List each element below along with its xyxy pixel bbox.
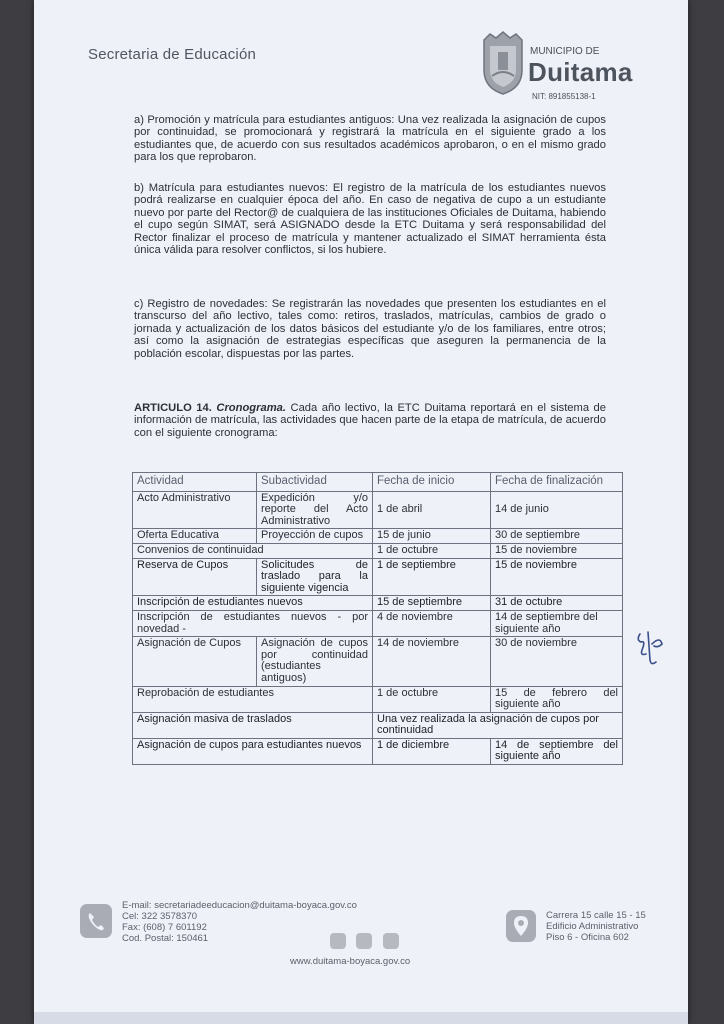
table-row <box>133 610 623 636</box>
phone-icon <box>80 904 112 938</box>
cell-actividad: Acto Administrativo <box>133 491 257 529</box>
cell-subactividad: Expedición y/o reporte del Acto Administrativo <box>257 491 373 529</box>
header-actividad: Actividad <box>133 473 257 492</box>
page-footer <box>34 880 688 980</box>
youtube-icon <box>383 933 399 949</box>
cell-inicio: 1 de abril <box>373 491 491 529</box>
cell-inicio: 4 de noviembre <box>373 610 491 636</box>
cell-inicio: 1 de septiembre <box>373 558 491 596</box>
cell-subactividad: Solicitudes de traslado para la siguiente vigencia <box>257 558 373 596</box>
article-subtitle: Cronograma. <box>216 402 286 414</box>
cell-fin: 14 de septiembre del siguiente año <box>491 610 623 636</box>
cell-fin: 15 de noviembre <box>491 558 623 596</box>
cell-subactividad: Proyección de cupos <box>257 529 373 544</box>
cell-actividad: Oferta Educativa <box>133 529 257 544</box>
schedule-table <box>132 472 623 765</box>
cell-actividad: Asignación masiva de traslados <box>133 712 373 738</box>
header-fecha-fin: Fecha de finalización <box>491 473 623 492</box>
facebook-icon <box>330 933 346 949</box>
nit-number: NIT: 891855138-1 <box>532 92 596 101</box>
logo-name: Duitama <box>528 57 633 87</box>
article-text: Cada año lectivo, la ETC Duitama reportará en el sistema de información de matrícula, las actividades que hacen parte de la etapa de matrícula, de acuerdo con el siguiente cronograma: <box>134 402 607 439</box>
municipality-logo <box>480 30 660 102</box>
website-text: www.duitama-boyaca.gov.co <box>290 956 411 967</box>
department-name: Secretaria de Educación <box>88 46 257 63</box>
location-icon <box>506 910 536 942</box>
email-text: E-mail: secretariadeeducacion@duitama-boyaca.gov.co <box>122 900 357 911</box>
cell-subactividad: Asignación de cupos por continuidad (estudiantes antiguos) <box>257 637 373 686</box>
postal-text: Cod. Postal: 150461 <box>122 933 209 944</box>
cell-fin: 14 de septiembre del siguiente año <box>491 738 623 764</box>
table-row <box>133 596 623 611</box>
social-icons <box>330 932 405 950</box>
cell-inicio: 15 de septiembre <box>373 596 491 611</box>
cell-actividad: Reserva de Cupos <box>133 558 257 596</box>
handwritten-initials <box>632 626 668 672</box>
cell-fin: 15 de febrero del siguiente año <box>491 686 623 712</box>
address-line-3: Piso 6 - Oficina 602 <box>546 932 629 943</box>
table-row <box>133 491 623 529</box>
table-row <box>133 637 623 686</box>
table-row <box>133 543 623 558</box>
contact-info <box>122 900 357 944</box>
cell-fin: 14 de junio <box>491 491 623 529</box>
cell-merged-dates: Una vez realizada la asignación de cupos por continuidad <box>373 712 623 738</box>
paragraph-b: b) Matrícula para estudiantes nuevos: El registro de la matrícula de los estudiantes nuevos podrá realizarse en cualquier época del año. En caso de negativa de cupo a un estudiante nuevo por parte del Rector@ de cualquiera de las instituciones Oficiales de Duitama, habiendo el cupo según SIMAT, será ASIGNADO desde la ETC Duitama y será responsabilidad del Rector finalizar el proceso de matrícula y mantener actualizado el SIMAT herramienta ésta única válida para resolver conflictos, si los hubiere. <box>134 182 606 257</box>
cell-inicio: 1 de octubre <box>373 686 491 712</box>
table-header-row <box>133 473 623 492</box>
instagram-icon <box>356 933 372 949</box>
article-14 <box>134 402 606 439</box>
cell-fin: 31 de octubre <box>491 596 623 611</box>
table-row <box>133 558 623 596</box>
cell-inicio: 14 de noviembre <box>373 637 491 686</box>
cell-inicio: 1 de diciembre <box>373 738 491 764</box>
cell-fin: 15 de noviembre <box>491 543 623 558</box>
cell-actividad: Convenios de continuidad <box>133 543 373 558</box>
table-row <box>133 529 623 544</box>
cell-actividad: Inscripción de estudiantes nuevos <box>133 596 373 611</box>
header-fecha-inicio: Fecha de inicio <box>373 473 491 492</box>
page-bottom-edge <box>34 1012 688 1024</box>
cell-actividad: Asignación de Cupos <box>133 637 257 686</box>
cell-actividad: Inscripción de estudiantes nuevos - por novedad - <box>133 610 373 636</box>
cell-inicio: 15 de junio <box>373 529 491 544</box>
address-line-2: Edificio Administrativo <box>546 921 639 932</box>
paragraph-a: a) Promoción y matrícula para estudiantes antiguos: Una vez realizada la asignación de cupos por continuidad, se promocionará y registrará la matrícula en el siguiente grado a los estudiantes que, de acuerdo con sus resultados académicos aprobaron, o en el mismo grado para los que reprobaron. <box>134 114 606 164</box>
logo-prefix: MUNICIPIO DE <box>530 46 600 57</box>
paragraph-c: c) Registro de novedades: Se registrarán las novedades que presenten los estudiantes en el transcurso del año lectivo, tales como: retiros, traslados, matrículas, cambios de grado o jornada y actualización de los datos básicos del estudiante y/o de los familiares, entre otros; así como la asignación de estrategias específicas que aseguren la permanencia de la población escolar, dispuestas por las partes. <box>134 298 606 360</box>
address-line-1: Carrera 15 calle 15 - 15 <box>546 910 646 921</box>
article-title: ARTICULO 14. <box>134 402 212 414</box>
address-info <box>546 910 646 943</box>
table-row <box>133 686 623 712</box>
cell-inicio: 1 de octubre <box>373 543 491 558</box>
document-page <box>34 0 688 1024</box>
cell-actividad: Asignación de cupos para estudiantes nuevos <box>133 738 373 764</box>
fax-text: Fax: (608) 7 601192 <box>122 922 207 933</box>
municipal-seal-icon <box>480 30 526 96</box>
cell-fin: 30 de noviembre <box>491 637 623 686</box>
cell-actividad: Reprobación de estudiantes <box>133 686 373 712</box>
cell-fin: 30 de septiembre <box>491 529 623 544</box>
cel-text: Cel: 322 3578370 <box>122 911 198 922</box>
header-subactividad: Subactividad <box>257 473 373 492</box>
table-row <box>133 738 623 764</box>
table-row <box>133 712 623 738</box>
